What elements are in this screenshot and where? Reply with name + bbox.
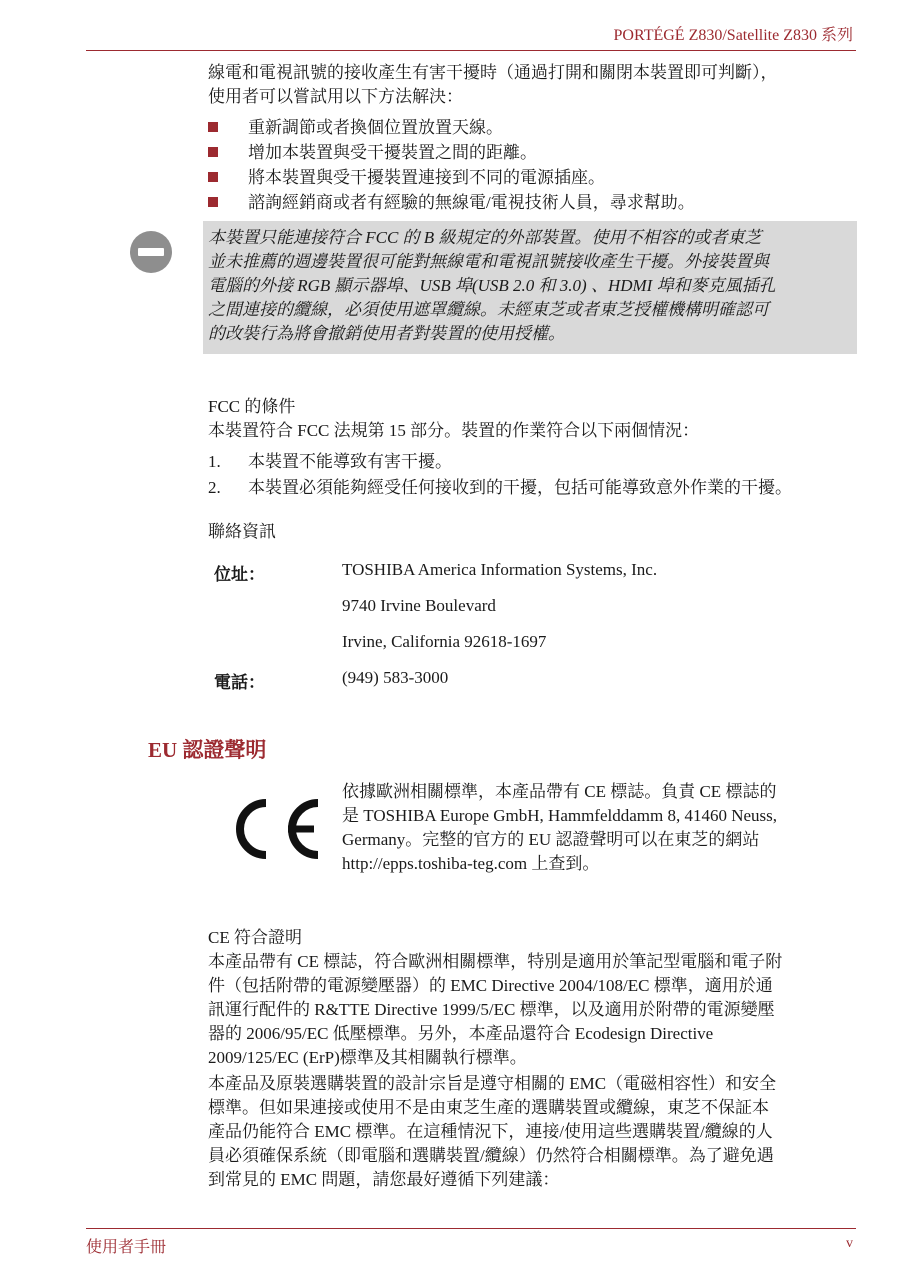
intro-paragraph <box>208 61 868 109</box>
eu-line: Germany。完整的官方的 EU 認證聲明可以在東芝的網站 <box>342 830 760 849</box>
header-rule <box>86 50 856 51</box>
ce-line: 器的 2006/95/EC 低壓標準。另外，本產品還符合 Ecodesign Directive <box>208 1024 714 1043</box>
emc-line: 到常見的 EMC 問題，請您最好遵循下列建議： <box>208 1170 560 1189</box>
list-item: 諮詢經銷商或者有經驗的無線電/電視技術人員，尋求幫助。 <box>208 190 858 215</box>
running-header: PORTÉGÉ Z830/Satellite Z830 系列 <box>613 27 853 44</box>
list-item: 重新調節或者換個位置放置天線。 <box>208 115 858 140</box>
page-number: v <box>846 1236 853 1251</box>
emc-line: 標準。但如果連接或使用不是由東芝生產的選購裝置或纜線，東芝不保証本 <box>208 1098 769 1117</box>
intro-line: 線電和電視訊號的接收產生有害干擾時（通過打開和關閉本裝置即可判斷）， <box>208 63 778 82</box>
bullet-square-icon <box>208 147 218 157</box>
footer-manual-title: 使用者手冊 <box>86 1239 167 1256</box>
eu-line: 依據歐洲相關標準，本產品帶有 CE 標誌。負責 CE 標誌的 <box>342 782 777 801</box>
footer-rule <box>86 1228 856 1229</box>
emc-paragraph <box>208 1072 858 1192</box>
remedy-list <box>208 115 858 215</box>
fcc-conditions-list <box>208 449 868 501</box>
fcc-text: 本裝置符合 FCC 法規第 15 部分。裝置的作業符合以下兩個情況： <box>208 421 700 440</box>
eu-line: http://epps.toshiba-teg.com 上查到。 <box>342 854 600 873</box>
warning-text <box>208 226 854 346</box>
phone-label: 電話： <box>214 673 265 692</box>
ce-line: 本產品帶有 CE 標誌，符合歐洲相關標準，特別是適用於筆記型電腦和電子附 <box>208 952 783 971</box>
ce-line: 件（包括附帶的電源變壓器）的 EMC Directive 2004/108/EC 標準，適用於通 <box>208 976 773 995</box>
list-item: 將本裝置與受干擾裝置連接到不同的電源插座。 <box>208 165 858 190</box>
address-label: 位址： <box>214 565 265 584</box>
ce-line: 2009/125/EC (ErP)標準及其相關執行標準。 <box>208 1048 527 1067</box>
address-line: Irvine, California 92618-1697 <box>342 632 547 651</box>
warning-line: 並未推薦的週邊裝置很可能對無線電和電視訊號接收產生干擾。外接裝置與 <box>208 252 769 271</box>
contact-heading: 聯絡資訊 <box>208 522 276 541</box>
ce-line: 訊運行配件的 R&TTE Directive 1999/5/EC 標準，以及適用於附帶的電源變壓 <box>208 1000 775 1019</box>
list-item: 2. 本裝置必須能夠經受任何接收到的干擾，包括可能導致意外作業的干擾。 <box>208 478 792 497</box>
emc-line: 員必須確保系統（即電腦和選購裝置/纜線）仍然符合相關標準。為了避免遇 <box>208 1146 774 1165</box>
eu-paragraph <box>342 780 862 876</box>
emc-line: 本產品及原裝選購裝置的設計宗旨是遵守相關的 EMC（電磁相容性）和安全 <box>208 1074 777 1093</box>
intro-line: 使用者可以嘗試用以下方法解決： <box>208 87 463 106</box>
ce-conformity-paragraph <box>208 950 858 1070</box>
list-item: 1. 本裝置不能導致有害干擾。 <box>208 452 452 471</box>
bullet-square-icon <box>208 172 218 182</box>
warning-line: 本裝置只能連接符合 FCC 的 B 級規定的外部裝置。使用不相容的或者東芝 <box>208 228 762 247</box>
address-line: 9740 Irvine Boulevard <box>342 596 496 615</box>
phone-number: (949) 583-3000 <box>342 668 449 687</box>
fcc-heading: FCC 的條件 <box>208 397 296 416</box>
emc-line: 產品仍能符合 EMC 標準。在這種情況下，連接/使用這些選購裝置/纜線的人 <box>208 1122 773 1141</box>
bullet-square-icon <box>208 197 218 207</box>
no-entry-icon <box>130 231 172 273</box>
bullet-square-icon <box>208 122 218 132</box>
warning-line: 電腦的外接 RGB 顯示器埠、USB 埠(USB 2.0 和 3.0) 、HDMI 埠和麥克風插孔 <box>208 276 776 295</box>
warning-line: 的改裝行為將會撤銷使用者對裝置的使用授權。 <box>208 324 565 343</box>
eu-line: 是 TOSHIBA Europe GmbH, Hammfelddamm 8, 41460 Neuss, <box>342 806 778 825</box>
section-heading-eu: EU 認證聲明 <box>148 738 267 762</box>
ce-mark-icon <box>222 793 322 865</box>
address-line: TOSHIBA America Information Systems, Inc. <box>342 560 658 579</box>
ce-conformity-heading: CE 符合證明 <box>208 928 302 947</box>
warning-line: 之間連接的纜線，必須使用遮罩纜線。未經東芝或者東芝授權機構明確認可 <box>208 300 769 319</box>
list-item: 增加本裝置與受干擾裝置之間的距離。 <box>208 140 858 165</box>
